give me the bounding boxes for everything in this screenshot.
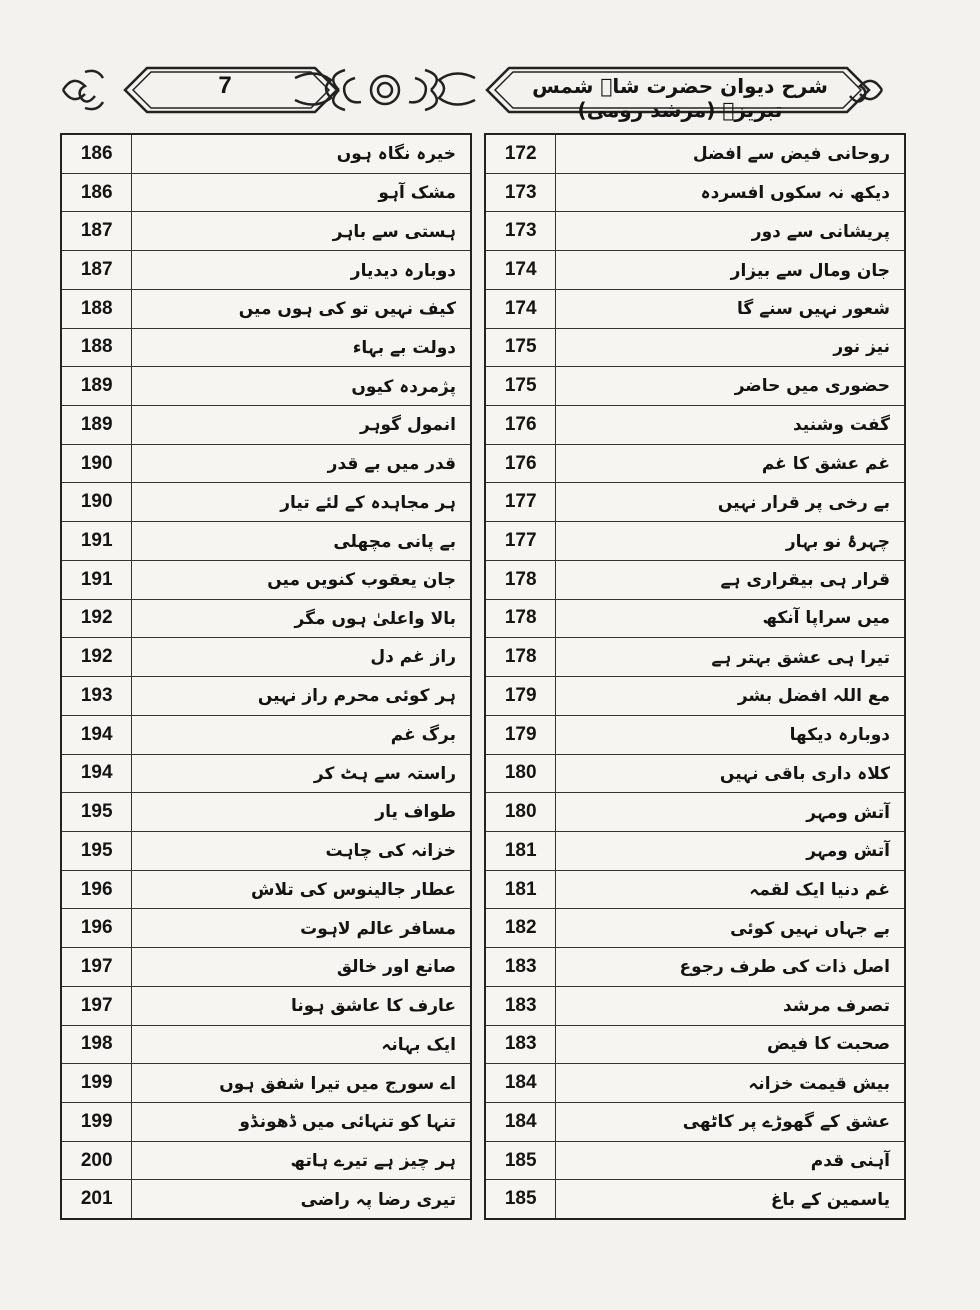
page-number-cell: 198 xyxy=(61,1025,132,1064)
entry-title-cell: صانع اور خالق xyxy=(132,948,471,987)
page-number-cell: 182 xyxy=(485,909,556,948)
entry-title-cell: میں سراپا آنکھ xyxy=(556,599,905,638)
table-row xyxy=(485,1141,905,1180)
page-number-cell: 183 xyxy=(485,986,556,1025)
entry-title-cell: تنہا کو تنہائی میں ڈھونڈو xyxy=(132,1102,471,1141)
page-number-cell: 178 xyxy=(485,560,556,599)
entry-title-cell: دیکھ نہ سکوں افسردہ xyxy=(556,173,905,212)
page-number-cell: 177 xyxy=(485,522,556,561)
table-row xyxy=(61,367,471,406)
table-row xyxy=(485,1180,905,1219)
page-number-cell: 175 xyxy=(485,328,556,367)
entry-title-cell: دوبارہ دیدیار xyxy=(132,251,471,290)
table-row xyxy=(61,173,471,212)
table-row xyxy=(485,522,905,561)
entry-title-cell: اصل ذات کی طرف رجوع xyxy=(556,948,905,987)
page-number-cell: 196 xyxy=(61,870,132,909)
table-row xyxy=(61,212,471,251)
entry-title-cell: آتش ومہر xyxy=(556,793,905,832)
page-number-cell: 172 xyxy=(485,134,556,173)
entry-title-cell: خیرہ نگاہ ہوں xyxy=(132,134,471,173)
entry-title-cell: مسافر عالم لاہوت xyxy=(132,909,471,948)
entry-title-cell: صحبت کا فیض xyxy=(556,1025,905,1064)
table-row xyxy=(61,560,471,599)
index-table-right xyxy=(484,133,906,1220)
entry-title-cell: پژمردہ کیوں xyxy=(132,367,471,406)
entry-title-cell: راستہ سے ہٹ کر xyxy=(132,754,471,793)
page-number: 7 xyxy=(218,72,232,99)
page-number-cell: 187 xyxy=(61,212,132,251)
table-row xyxy=(61,677,471,716)
page-number-cell: 174 xyxy=(485,251,556,290)
table-row xyxy=(485,1064,905,1103)
page-number-cell: 194 xyxy=(61,715,132,754)
table-row xyxy=(61,1025,471,1064)
table-row xyxy=(61,948,471,987)
page-number-cell: 197 xyxy=(61,986,132,1025)
table-row xyxy=(61,986,471,1025)
page-number-cell: 173 xyxy=(485,173,556,212)
page-number-cell: 176 xyxy=(485,444,556,483)
book-title: شرح دیوان حضرت شاہ شمس تبریزؒ (مرشد رومی) xyxy=(532,74,828,122)
entry-title-cell: خزانہ کی چاہت xyxy=(132,831,471,870)
table-row xyxy=(485,754,905,793)
page-number-cell: 178 xyxy=(485,599,556,638)
table-row xyxy=(485,870,905,909)
page-number-cell: 181 xyxy=(485,870,556,909)
entry-title-cell: عطار جالینوس کی تلاش xyxy=(132,870,471,909)
page-number-cell: 181 xyxy=(485,831,556,870)
entry-title-cell: ہر مجاہدہ کے لئے تیار xyxy=(132,483,471,522)
page-number-cell: 183 xyxy=(485,1025,556,1064)
entry-title-cell: جان یعقوب کنویں میں xyxy=(132,560,471,599)
page-number-cell: 192 xyxy=(61,599,132,638)
table-row xyxy=(61,1064,471,1103)
entry-title-cell: قرار ہی بیقراری ہے xyxy=(556,560,905,599)
entry-title-cell: جان ومال سے بیزار xyxy=(556,251,905,290)
page-number-cell: 186 xyxy=(61,173,132,212)
table-row xyxy=(61,1102,471,1141)
table-row xyxy=(61,444,471,483)
index-table-left xyxy=(60,133,472,1220)
table-row xyxy=(61,715,471,754)
table-row xyxy=(61,328,471,367)
table-row xyxy=(485,328,905,367)
page-number-cell: 191 xyxy=(61,522,132,561)
entry-title-cell: بے جہاں نہیں کوئی xyxy=(556,909,905,948)
table-row xyxy=(61,638,471,677)
table-row xyxy=(61,522,471,561)
page-number-cell: 183 xyxy=(485,948,556,987)
table-row xyxy=(61,870,471,909)
table-row xyxy=(485,560,905,599)
entry-title-cell: بے پانی مچھلی xyxy=(132,522,471,561)
page-number-cell: 184 xyxy=(485,1102,556,1141)
page-number-cell: 174 xyxy=(485,289,556,328)
table-row xyxy=(61,483,471,522)
table-row xyxy=(485,483,905,522)
page-number-cell: 200 xyxy=(61,1141,132,1180)
entry-title-cell: حضوری میں حاضر xyxy=(556,367,905,406)
entry-title-cell: کلاہ داری باقی نہیں xyxy=(556,754,905,793)
entry-title-cell: ہر کوئی محرم راز نہیں xyxy=(132,677,471,716)
entry-title-cell: انمول گوہر xyxy=(132,406,471,445)
entry-title-cell: دولت بے بہاء xyxy=(132,328,471,367)
table-row xyxy=(485,638,905,677)
page-header xyxy=(55,58,890,122)
entry-title-cell: غم دنیا ایک لقمہ xyxy=(556,870,905,909)
page-number-cell: 195 xyxy=(61,831,132,870)
table-row xyxy=(485,715,905,754)
entry-title-cell: روحانی فیض سے افضل xyxy=(556,134,905,173)
entry-title-cell: چہرۂ نو بہار xyxy=(556,522,905,561)
entry-title-cell: نیز نور xyxy=(556,328,905,367)
page-number-cell: 192 xyxy=(61,638,132,677)
page-number-cell: 185 xyxy=(485,1180,556,1219)
entry-title-cell: بے رخی پر قرار نہیں xyxy=(556,483,905,522)
page-number-cell: 191 xyxy=(61,560,132,599)
page-number-cell: 179 xyxy=(485,715,556,754)
entry-title-cell: برگ غم xyxy=(132,715,471,754)
entry-title-cell: غم عشق کا غم xyxy=(556,444,905,483)
page-number-cell: 195 xyxy=(61,793,132,832)
table-row xyxy=(485,134,905,173)
page-number-cell: 193 xyxy=(61,677,132,716)
table-row xyxy=(485,599,905,638)
page-number-cell: 180 xyxy=(485,754,556,793)
entry-title-cell: اے سورج میں تیرا شفق ہوں xyxy=(132,1064,471,1103)
entry-title-cell: مع اللہ افضل بشر xyxy=(556,677,905,716)
table-row xyxy=(61,289,471,328)
entry-title-cell: تیری رضا پہ راضی xyxy=(132,1180,471,1219)
table-row xyxy=(485,444,905,483)
page-number-cell: 188 xyxy=(61,289,132,328)
page-number-cell: 180 xyxy=(485,793,556,832)
table-row xyxy=(61,251,471,290)
entry-title-cell: بیش قیمت خزانہ xyxy=(556,1064,905,1103)
entry-title-cell: دوبارہ دیکھا xyxy=(556,715,905,754)
page-number-cell: 189 xyxy=(61,367,132,406)
entry-title-cell: گفت وشنید xyxy=(556,406,905,445)
entry-title-cell: طواف یار xyxy=(132,793,471,832)
table-row xyxy=(485,173,905,212)
page-number-cell: 177 xyxy=(485,483,556,522)
entry-title-cell: عشق کے گھوڑے پر کاٹھی xyxy=(556,1102,905,1141)
entry-title-cell: مشک آہو xyxy=(132,173,471,212)
entry-title-cell: تصرف مرشد xyxy=(556,986,905,1025)
table-row xyxy=(485,909,905,948)
page-number-cell: 188 xyxy=(61,328,132,367)
page-number-cell: 194 xyxy=(61,754,132,793)
table-row xyxy=(485,367,905,406)
table-row xyxy=(61,1180,471,1219)
entry-title-cell: بالا واعلیٰ ہوں مگر xyxy=(132,599,471,638)
entry-title-cell: شعور نہیں سنے گا xyxy=(556,289,905,328)
entry-title-cell: ہر چیز ہے تیرے ہاتھ xyxy=(132,1141,471,1180)
page-number-cell: 186 xyxy=(61,134,132,173)
page-number-cell: 185 xyxy=(485,1141,556,1180)
table-row xyxy=(485,406,905,445)
table-row xyxy=(61,909,471,948)
entry-title-cell: قدر میں بے قدر xyxy=(132,444,471,483)
page-number-cell: 196 xyxy=(61,909,132,948)
page-number-cell: 190 xyxy=(61,483,132,522)
table-row xyxy=(61,134,471,173)
page-number-cell: 199 xyxy=(61,1064,132,1103)
table-row xyxy=(485,986,905,1025)
table-row xyxy=(61,599,471,638)
entry-title-cell: یاسمین کے باغ xyxy=(556,1180,905,1219)
table-row xyxy=(61,754,471,793)
table-row xyxy=(485,831,905,870)
table-row xyxy=(485,212,905,251)
entry-title-cell: پریشانی سے دور xyxy=(556,212,905,251)
table-row xyxy=(61,831,471,870)
page-number-cell: 176 xyxy=(485,406,556,445)
page-number-cell: 184 xyxy=(485,1064,556,1103)
page-number-cell: 201 xyxy=(61,1180,132,1219)
page-number-cell: 190 xyxy=(61,444,132,483)
page-number-cell: 173 xyxy=(485,212,556,251)
table-row xyxy=(61,793,471,832)
page-number-cell: 199 xyxy=(61,1102,132,1141)
entry-title-cell: ہستی سے باہر xyxy=(132,212,471,251)
table-row xyxy=(485,251,905,290)
table-row xyxy=(485,793,905,832)
page-number-cell: 187 xyxy=(61,251,132,290)
entry-title-cell: ایک بہانہ xyxy=(132,1025,471,1064)
table-row xyxy=(485,677,905,716)
entry-title-cell: کیف نہیں تو کی ہوں میں xyxy=(132,289,471,328)
table-row xyxy=(485,1102,905,1141)
page-number-cell: 175 xyxy=(485,367,556,406)
page-number-cell: 179 xyxy=(485,677,556,716)
table-row xyxy=(485,289,905,328)
entry-title-cell: تیرا ہی عشق بہتر ہے xyxy=(556,638,905,677)
page-number-cell: 197 xyxy=(61,948,132,987)
entry-title-cell: عارف کا عاشق ہونا xyxy=(132,986,471,1025)
table-row xyxy=(61,406,471,445)
page-number-cell: 189 xyxy=(61,406,132,445)
entry-title-cell: آہنی قدم xyxy=(556,1141,905,1180)
entry-title-cell: آتش ومہر xyxy=(556,831,905,870)
table-row xyxy=(485,948,905,987)
table-row xyxy=(485,1025,905,1064)
entry-title-cell: راز غم دل xyxy=(132,638,471,677)
table-row xyxy=(61,1141,471,1180)
page-number-cell: 178 xyxy=(485,638,556,677)
